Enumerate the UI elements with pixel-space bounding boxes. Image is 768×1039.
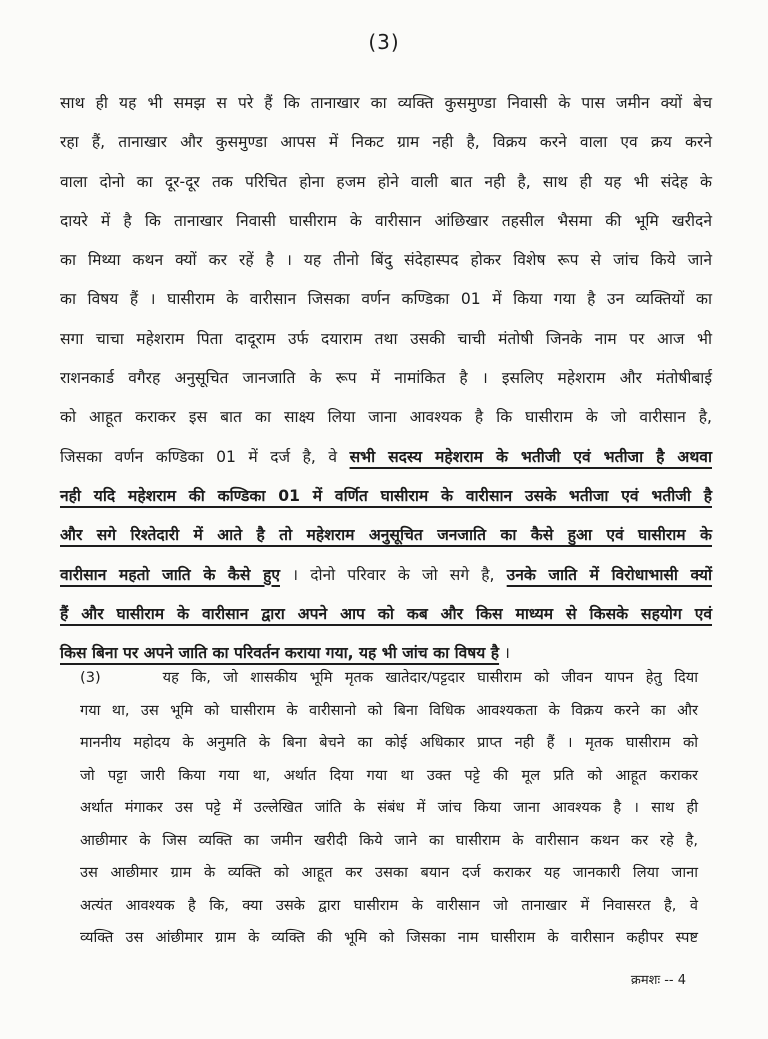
section-line: अर्थात मंगाकर उस पट्टे में उल्लेखित जांति के संबंध में जांच किया जाना आवश्यक है । साथ ही [80, 799, 698, 816]
underlined-text: और सगे रिश्तेदारी में आते है तो महेशराम अनुसूचित जनजाति का कैसे हुआ एवं घासीराम के [60, 526, 712, 545]
page-number: (3) [368, 30, 400, 54]
section-line: अत्यंत आवश्यक है कि, क्या उसके द्वारा घासीराम के वारीसान जो तानाखार में निवासरत है, वे [80, 896, 698, 914]
text-line: को आहूत कराकर इस बात का साक्ष्य लिया जाना आवश्यक है कि घासीराम के जो वारीसान है, [60, 408, 712, 427]
text-line: का मिथ्या कथन क्यों कर रहें है । यह तीनो बिंदु संदेहास्पद होकर विशेष रूप से जांच किये जाने [60, 251, 712, 270]
plain-text: जिसका वर्णन कण्डिका 01 में दर्ज है, वे [60, 447, 350, 466]
section-line: गया था, उस भूमि को घासीराम के वारीसानो को बिना विधिक आवश्यकता के विक्रय करने का और [80, 701, 698, 719]
section-line: (3) यह कि, जो शासकीय भूमि मृतक खातेदार/पट्टदार घासीराम को जीवन यापन हेतु दिया [80, 669, 698, 686]
section-line: जो पट्टा जारी किया गया था, अर्थात दिया गया था उक्त पट्टे की मूल प्रति को आहूत कराकर [80, 766, 698, 784]
text-line: का विषय हैं । घासीराम के वारीसान जिसका वर्णन कण्डिका 01 में किया गया है उन व्यक्तियों का [60, 290, 712, 309]
underlined-text: उनके जाति में विरोधाभासी क्यों [506, 565, 712, 584]
text-line: राशनकार्ड वगैरह अनुसूचित जानजाति के रूप में नामांकित है । इसलिए महेशराम और मंतोषीबाई [60, 369, 712, 388]
paragraph-main [60, 84, 712, 673]
underlined-text: हैं और घासीराम के वारीसान द्वारा अपने आप को कब और किस माध्यम से किसके सहयोग एवं [60, 604, 712, 623]
text-line [60, 556, 712, 595]
continuation-note: क्रमशः -- 4 [630, 973, 686, 988]
text-line [60, 477, 712, 516]
section-line: आछीमार के जिस व्यक्ति का जमीन खरीदी किये जाने का घासीराम के वारीसान कथन कर रहे है, [80, 831, 698, 849]
section-line: उस आछीमार ग्राम के व्यक्ति को आहूत कर उसका बयान दर्ज कराकर यह जानकारी लिया जाना [80, 864, 698, 881]
plain-text: । [499, 644, 510, 663]
plain-text: । दोनो परिवार के जो सगे है, [279, 565, 507, 584]
text-line [60, 438, 712, 477]
underlined-text: वारीसान महतो जाति के कैसे हुए [60, 565, 280, 584]
text-line: दायरे में है कि तानाखार निवासी घासीराम के वारीसान आंछिखार तहसील भैसमा की भूमि खरीदने [60, 211, 712, 230]
text-line: रहा हैं, तानाखार और कुसमुण्डा आपस में निकट ग्राम नही है, विक्रय करने वाला एव क्रय करने [60, 133, 712, 152]
text-line [60, 595, 712, 634]
text-line: वाला दोनो का दूर-दूर तक परिचित होना हजम होने वाली बात नही है, साथ ही यह भी संदेह के [60, 172, 712, 191]
underlined-text: नही यदि महेशराम की कण्डिका 01 में वर्णित घासीराम के वारीसान उसके भतीजा एवं भतीजी है [60, 486, 712, 505]
text-line [60, 516, 712, 555]
section-3 [80, 662, 698, 955]
text-line: साथ ही यह भी समझ स परे हैं कि तानाखार का व्यक्ति कुसमुण्डा निवासी के पास जमीन क्यों बेच [60, 94, 712, 112]
underlined-text: किस बिना पर अपने जाति का परिवर्तन कराया गया, यह भी जांच का विषय है [60, 644, 500, 663]
section-line: माननीय महोदय के अनुमति के बिना बेचने का कोई अधिकार प्राप्त नही हैं । मृतक घासीराम को [80, 734, 698, 751]
underlined-text: सभी सदस्य महेशराम के भतीजी एवं भतीजा है अथवा [349, 447, 712, 466]
text-line: सगा चाचा महेशराम पिता दादूराम उर्फ दयाराम तथा उसकी चाची मंतोषी जिनके नाम पर आज भी [60, 329, 712, 348]
section-line: व्यक्ति उस आंछीमार ग्राम के व्यक्ति की भूमि को जिसका नाम घासीराम के वारीसान कहीपर स्पष्ट [80, 929, 698, 946]
